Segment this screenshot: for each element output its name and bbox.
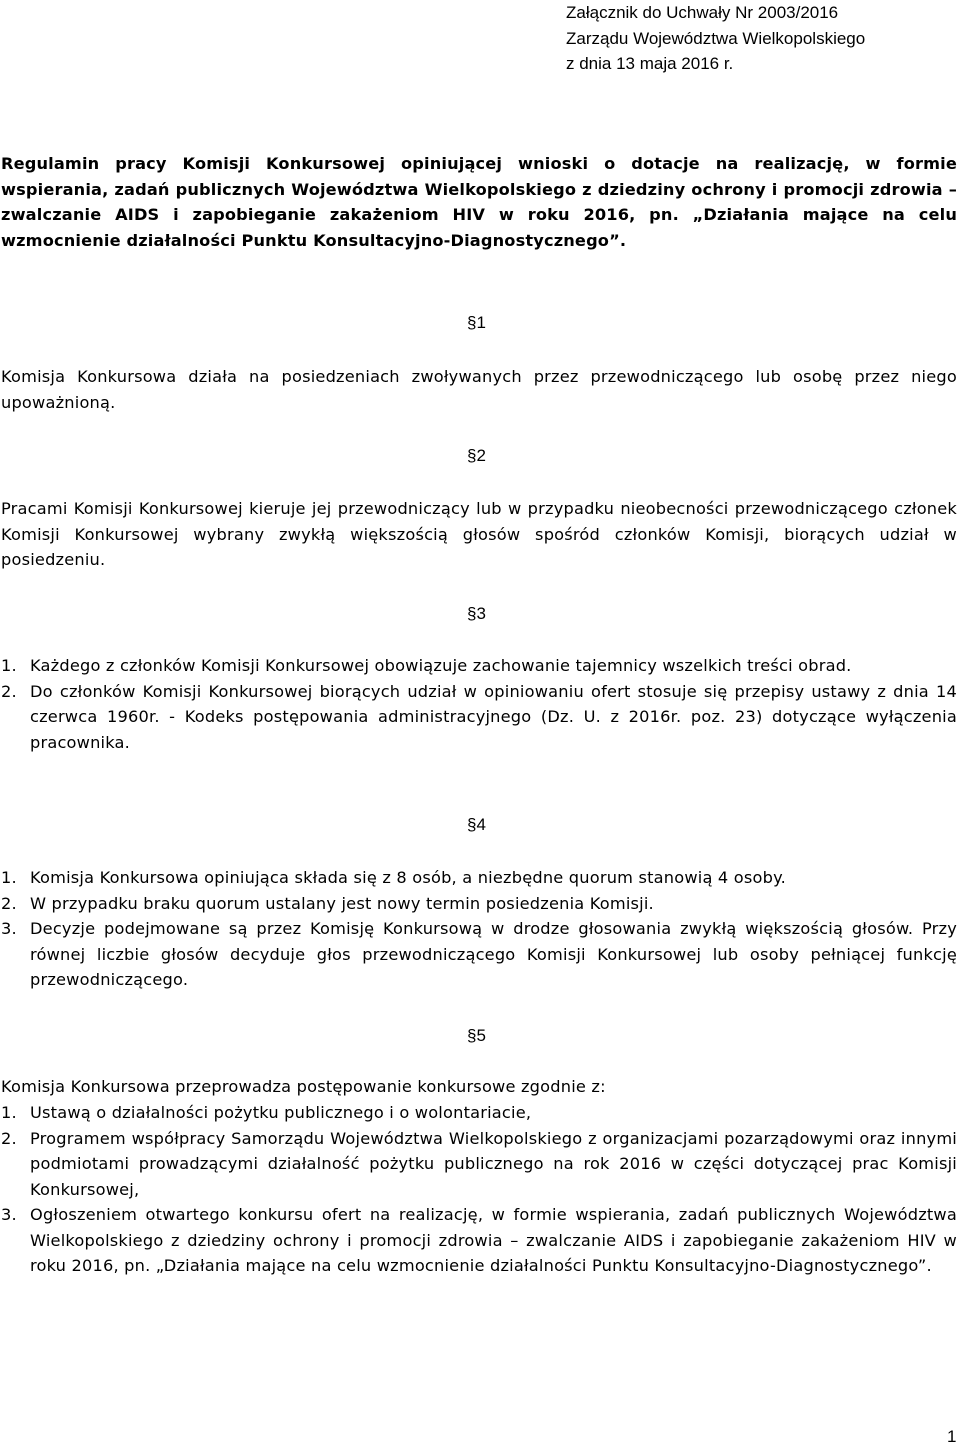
- list-item: [1, 891, 957, 917]
- list-item: [1, 1126, 957, 1203]
- section-4-list: [1, 865, 957, 993]
- section-2-label: §2: [467, 446, 486, 465]
- section-3-list: [1, 653, 957, 755]
- list-item-number: 1.: [1, 868, 17, 887]
- section-3-label: §3: [467, 604, 486, 623]
- list-item-number: 1.: [1, 1103, 17, 1122]
- document-title: Regulamin pracy Komisji Konkursowej opiniującej wnioski o dotacje na realizację, w formie wspierania, zadań publicznych Województwa Wielkopolskiego z dziedziny ochrony i promocji zdrowia – zwalczanie AIDS i zapobieganie zakażeniom HIV w roku 2016, pn. „Działania mające na celu wzmocnienie działalności Punktu Konsultacyjno-Diagnostycznego”.: [1, 154, 957, 250]
- list-item-number: 1.: [1, 656, 17, 675]
- annex-line-3: z dnia 13 maja 2016 r.: [566, 54, 734, 73]
- list-item-number: 3.: [1, 919, 17, 938]
- list-item: [1, 1100, 957, 1126]
- list-item-text: Programem współpracy Samorządu Województwa Wielkopolskiego z organizacjami pozarządowymi oraz innymi podmiotami prowadzącymi działalność pożytku publicznego na rok 2016 w części dotyczącej prac Komisji Konkursowej,: [30, 1128, 957, 1199]
- list-item-text: Ustawą o działalności pożytku publicznego i o wolontariacie,: [30, 1103, 532, 1122]
- list-item-number: 2.: [1, 681, 17, 701]
- list-item: [1, 653, 957, 679]
- section-5-intro: Komisja Konkursowa przeprowadza postępowanie konkursowe zgodnie z:: [1, 1077, 606, 1096]
- list-item: [1, 865, 957, 891]
- list-item-text: Ogłoszeniem otwartego konkursu ofert na realizację, w formie wspierania, zadań publicznych Województwa Wielkopolskiego z dziedziny ochrony i promocji zdrowia – zwalczanie AIDS i zapobieganie zakażeniom HIV w roku 2016, pn. „Działania mające na celu wzmocnienie działalności Punktu Konsultacyjno-Diagnostycznego”.: [30, 1205, 957, 1275]
- section-5-label: §5: [467, 1026, 486, 1045]
- annex-line-2: Zarządu Województwa Wielkopolskiego: [566, 28, 866, 48]
- list-item-text: W przypadku braku quorum ustalany jest nowy termin posiedzenia Komisji.: [30, 893, 654, 913]
- list-item-text: Każdego z członków Komisji Konkursowej obowiązuje zachowanie tajemnicy wszelkich treści obrad.: [30, 656, 852, 675]
- list-item-number: 3.: [1, 1205, 17, 1224]
- section-4-label: §4: [467, 815, 486, 834]
- list-item: [1, 679, 957, 756]
- section-5-list: [1, 1100, 957, 1279]
- section-1-label: §1: [467, 313, 486, 332]
- list-item: [1, 916, 957, 993]
- section-2-text: Pracami Komisji Konkursowej kieruje jej przewodniczący lub w przypadku nieobecności przewodniczącego członek Komisji Konkursowej wybrany zwykłą większością głosów spośród członków Komisji, biorących udział w posiedzeniu.: [1, 499, 957, 569]
- list-item-number: 2.: [1, 893, 17, 913]
- annex-line-1: Załącznik do Uchwały Nr 2003/2016: [566, 3, 839, 22]
- list-item-text: Do członków Komisji Konkursowej biorących udział w opiniowaniu ofert stosuje się przepisy ustawy z dnia 14 czerwca 1960r. - Kodeks postępowania administracyjnego (Dz. U. z 2016r. poz. 23) dotyczące wyłączenia pracownika.: [30, 681, 957, 752]
- list-item-number: 2.: [1, 1128, 17, 1148]
- section-1-text: Komisja Konkursowa działa na posiedzeniach zwoływanych przez przewodniczącego lub osobę przez niego upoważnioną.: [1, 367, 957, 412]
- list-item: [1, 1202, 957, 1279]
- annex-header: [566, 0, 956, 77]
- list-item-text: Komisja Konkursowa opiniująca składa się z 8 osób, a niezbędne quorum stanowią 4 osoby.: [30, 868, 786, 887]
- list-item-text: Decyzje podejmowane są przez Komisję Konkursową w drodze głosowania zwykłą większością głosów. Przy równej liczbie głosów decyduje głos przewodniczącego Komisji Konkursowej lub osoby pełniącej funkcję przewodniczącego.: [30, 919, 957, 989]
- page-number: 1: [947, 1427, 957, 1446]
